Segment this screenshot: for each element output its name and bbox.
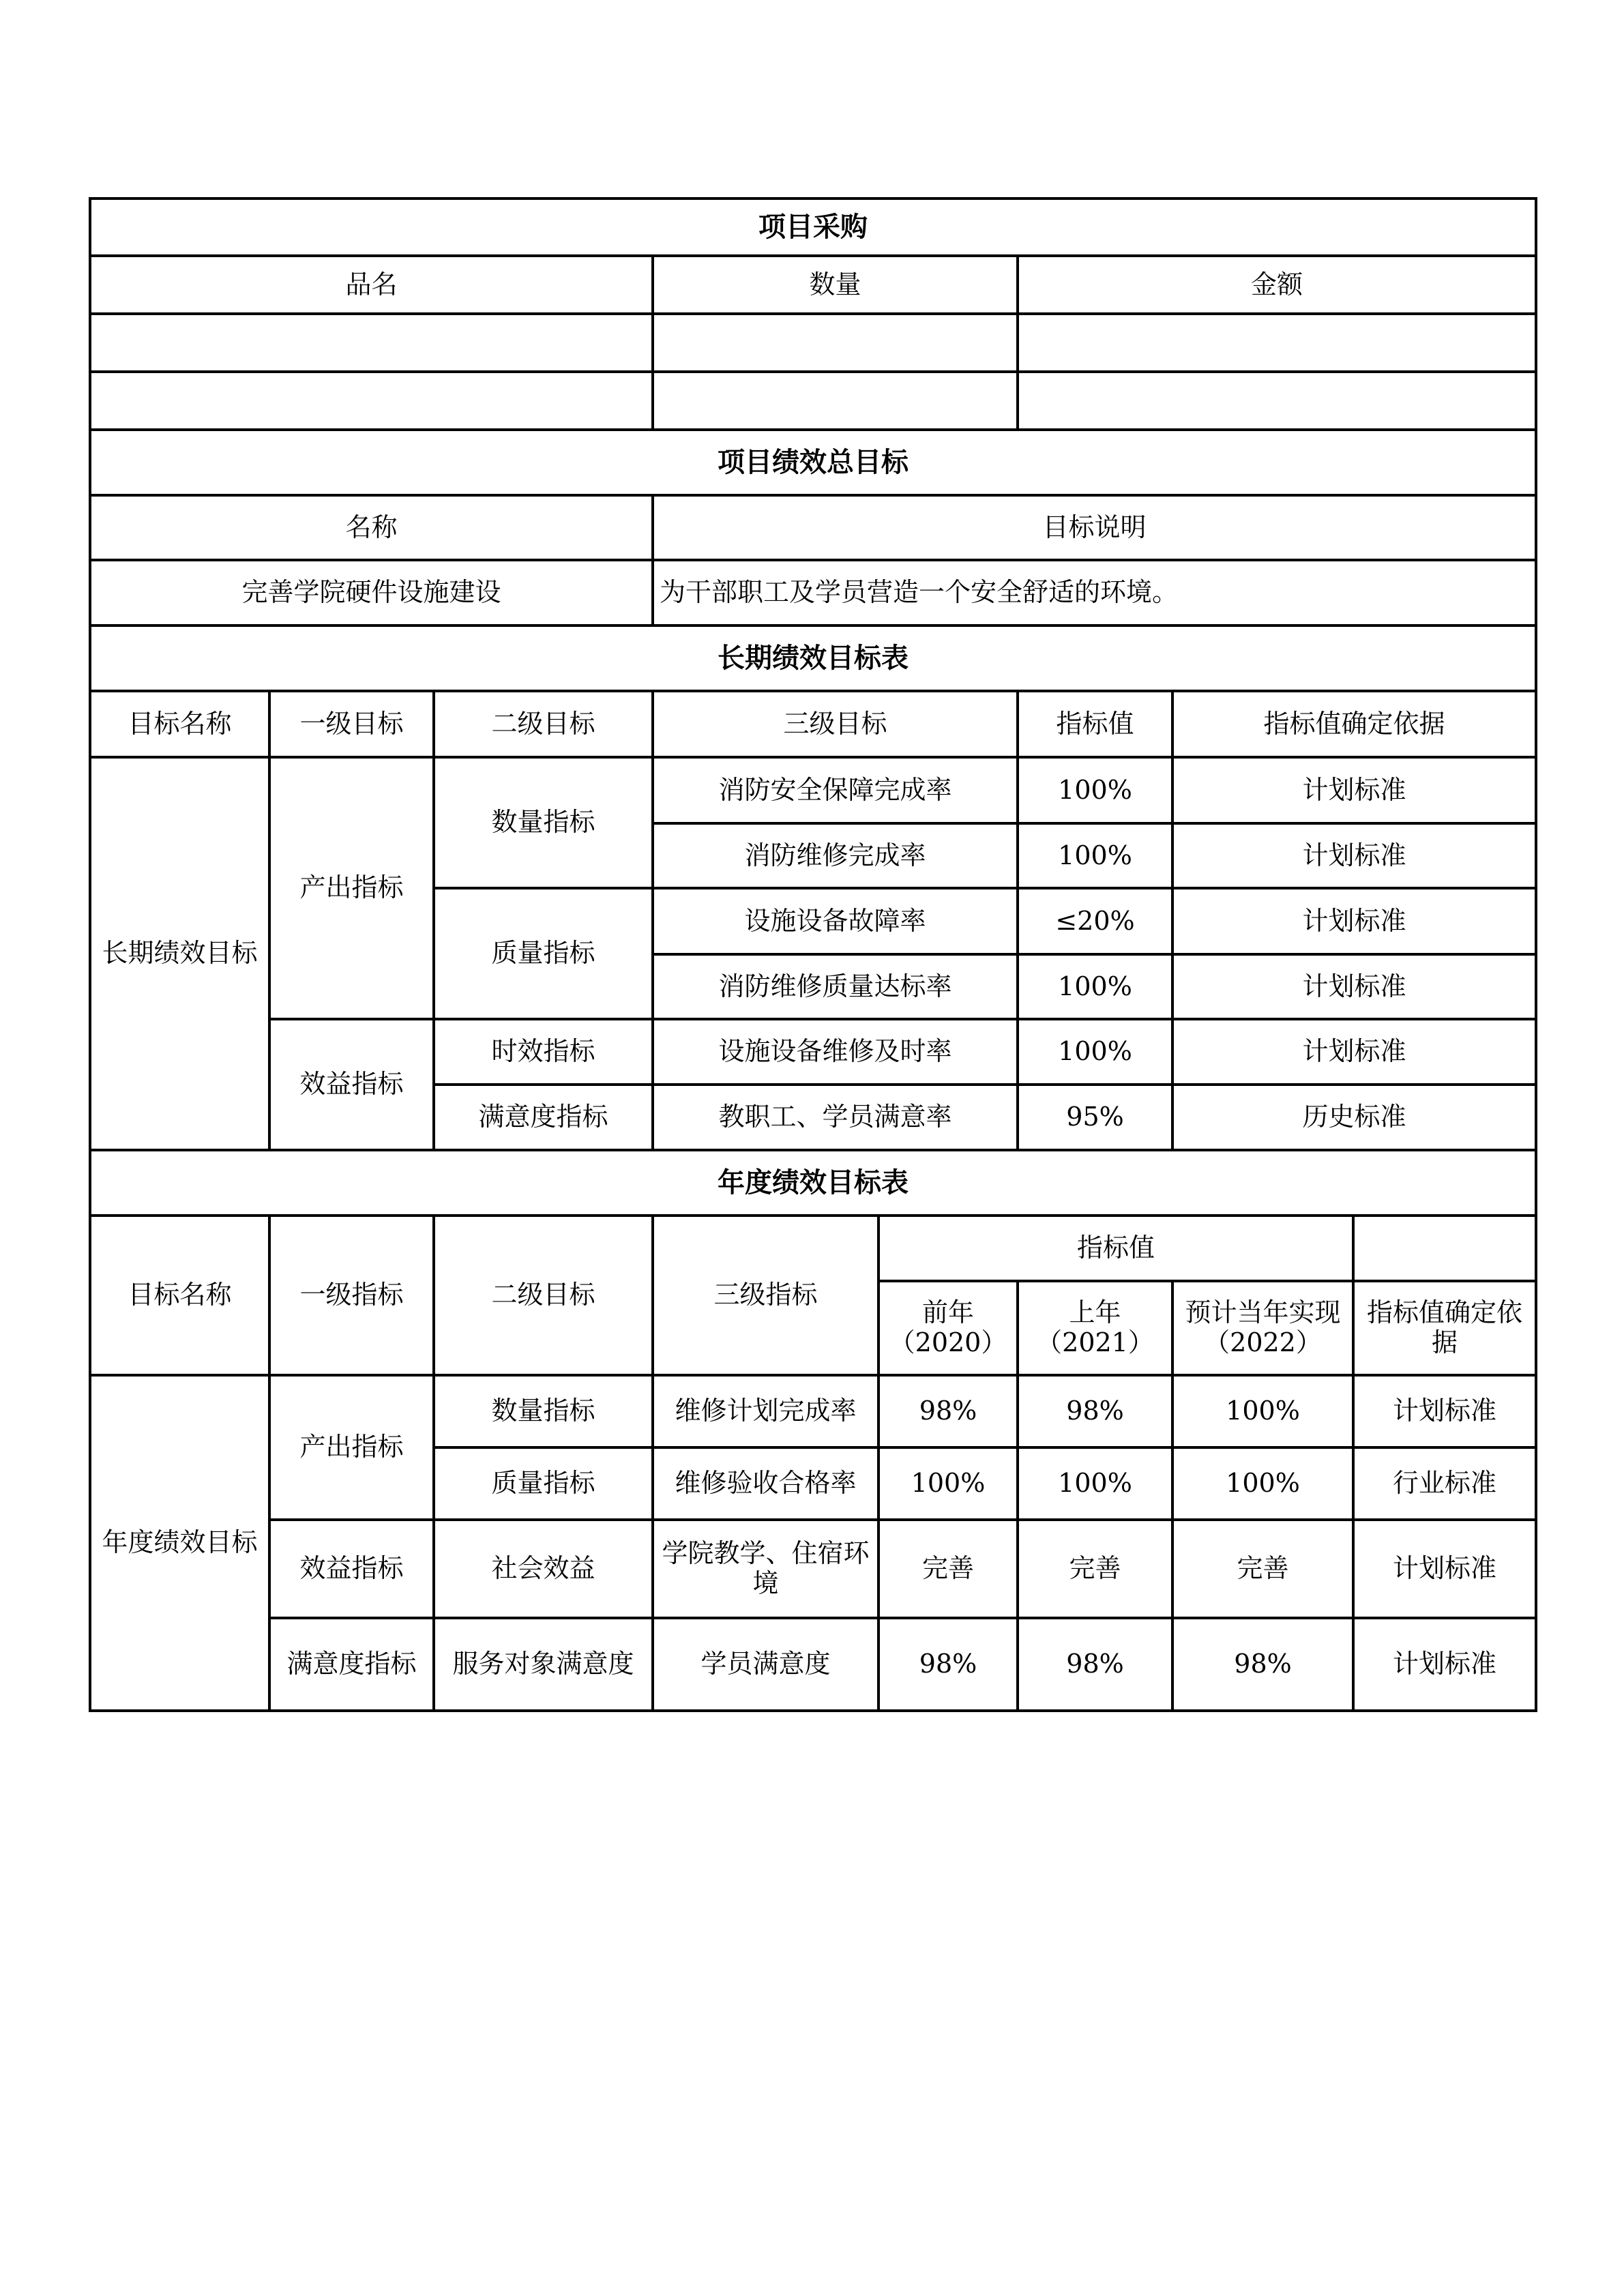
indicator-value: 100% <box>1018 757 1172 823</box>
goal-name: 年度绩效目标 <box>90 1375 269 1711</box>
goal-name: 完善学院硬件设施建设 <box>90 560 653 625</box>
level2: 服务对象满意度 <box>434 1618 653 1711</box>
annual-goals-table <box>89 1149 1537 1712</box>
header-last-year: 上年（2021） <box>1018 1281 1172 1375</box>
basis: 计划标准 <box>1353 1618 1536 1711</box>
header-level3: 三级指标 <box>653 1216 879 1375</box>
header-prev-year: 前年（2020） <box>879 1281 1018 1375</box>
last-value: 100% <box>1018 1447 1172 1520</box>
long-term-title: 长期绩效目标表 <box>90 625 1536 691</box>
current-value: 100% <box>1172 1375 1353 1447</box>
indicator-basis: 计划标准 <box>1172 757 1536 823</box>
last-value: 98% <box>1018 1618 1172 1711</box>
indicator-value: ≤20% <box>1018 888 1172 954</box>
level2-quantity: 数量指标 <box>434 757 653 888</box>
level1-output: 产出指标 <box>269 1375 434 1520</box>
overall-goal-table <box>89 428 1537 627</box>
last-value: 98% <box>1018 1375 1172 1447</box>
header-item-name: 品名 <box>90 256 653 314</box>
level1-satisfaction: 满意度指标 <box>269 1618 434 1711</box>
header-current-year: 预计当年实现（2022） <box>1172 1281 1353 1375</box>
basis: 计划标准 <box>1353 1520 1536 1618</box>
last-value: 完善 <box>1018 1520 1172 1618</box>
level3-indicator: 消防维修完成率 <box>653 823 1018 888</box>
header-goal-name: 目标名称 <box>90 1216 269 1375</box>
cell-amount[interactable] <box>1018 372 1536 430</box>
indicator-basis: 计划标准 <box>1172 823 1536 888</box>
goal-description: 为干部职工及学员营造一个安全舒适的环境。 <box>653 560 1536 625</box>
prev-value: 98% <box>879 1375 1018 1447</box>
level2-satisfaction: 满意度指标 <box>434 1085 653 1150</box>
header-blank <box>1353 1216 1536 1281</box>
current-value: 98% <box>1172 1618 1353 1711</box>
header-level3: 三级目标 <box>653 691 1018 757</box>
indicator-basis: 计划标准 <box>1172 888 1536 954</box>
header-basis: 指标值确定依据 <box>1172 691 1536 757</box>
indicator-basis: 历史标准 <box>1172 1085 1536 1150</box>
table-row <box>90 372 1536 430</box>
overall-goal-title: 项目绩效总目标 <box>90 430 1536 495</box>
level2-quality: 质量指标 <box>434 888 653 1019</box>
procurement-table <box>89 197 1537 431</box>
level2: 质量指标 <box>434 1447 653 1520</box>
header-value: 指标值 <box>1018 691 1172 757</box>
current-value: 完善 <box>1172 1520 1353 1618</box>
annual-title: 年度绩效目标表 <box>90 1150 1536 1216</box>
level3-indicator: 设施设备故障率 <box>653 888 1018 954</box>
prev-value: 98% <box>879 1618 1018 1711</box>
level2-timeliness: 时效指标 <box>434 1019 653 1085</box>
table-row <box>90 1618 1536 1711</box>
level3-indicator: 教职工、学员满意率 <box>653 1085 1018 1150</box>
header-goal-name: 目标名称 <box>90 691 269 757</box>
level3: 学员满意度 <box>653 1618 879 1711</box>
header-level2: 二级目标 <box>434 691 653 757</box>
header-description: 目标说明 <box>653 495 1536 560</box>
prev-value: 100% <box>879 1447 1018 1520</box>
header-basis: 指标值确定依据 <box>1353 1281 1536 1375</box>
level1-output: 产出指标 <box>269 757 434 1019</box>
basis: 行业标准 <box>1353 1447 1536 1520</box>
indicator-value: 100% <box>1018 954 1172 1019</box>
level3-indicator: 设施设备维修及时率 <box>653 1019 1018 1085</box>
basis: 计划标准 <box>1353 1375 1536 1447</box>
level2: 社会效益 <box>434 1520 653 1618</box>
indicator-basis: 计划标准 <box>1172 954 1536 1019</box>
level3: 维修验收合格率 <box>653 1447 879 1520</box>
cell-quantity[interactable] <box>653 372 1018 430</box>
level3: 学院教学、住宿环境 <box>653 1520 879 1618</box>
indicator-value: 95% <box>1018 1085 1172 1150</box>
current-value: 100% <box>1172 1447 1353 1520</box>
level3-indicator: 消防维修质量达标率 <box>653 954 1018 1019</box>
table-row <box>90 1375 1536 1447</box>
table-row <box>90 757 1536 823</box>
header-level1: 一级目标 <box>269 691 434 757</box>
level2: 数量指标 <box>434 1375 653 1447</box>
indicator-value: 100% <box>1018 1019 1172 1085</box>
table-row <box>90 314 1536 372</box>
header-level2: 二级目标 <box>434 1216 653 1375</box>
level1-benefit: 效益指标 <box>269 1019 434 1150</box>
header-level1: 一级指标 <box>269 1216 434 1375</box>
table-row <box>90 1520 1536 1618</box>
header-amount: 金额 <box>1018 256 1536 314</box>
indicator-basis: 计划标准 <box>1172 1019 1536 1085</box>
prev-value: 完善 <box>879 1520 1018 1618</box>
header-value-group: 指标值 <box>879 1216 1353 1281</box>
long-term-goals-table <box>89 624 1537 1151</box>
header-quantity: 数量 <box>653 256 1018 314</box>
cell-item-name[interactable] <box>90 314 653 372</box>
cell-item-name[interactable] <box>90 372 653 430</box>
level3: 维修计划完成率 <box>653 1375 879 1447</box>
level3-indicator: 消防安全保障完成率 <box>653 757 1018 823</box>
goal-name: 长期绩效目标 <box>90 757 269 1150</box>
cell-quantity[interactable] <box>653 314 1018 372</box>
header-name: 名称 <box>90 495 653 560</box>
procurement-title: 项目采购 <box>90 198 1536 256</box>
table-row <box>90 1019 1536 1085</box>
indicator-value: 100% <box>1018 823 1172 888</box>
level1-benefit: 效益指标 <box>269 1520 434 1618</box>
cell-amount[interactable] <box>1018 314 1536 372</box>
